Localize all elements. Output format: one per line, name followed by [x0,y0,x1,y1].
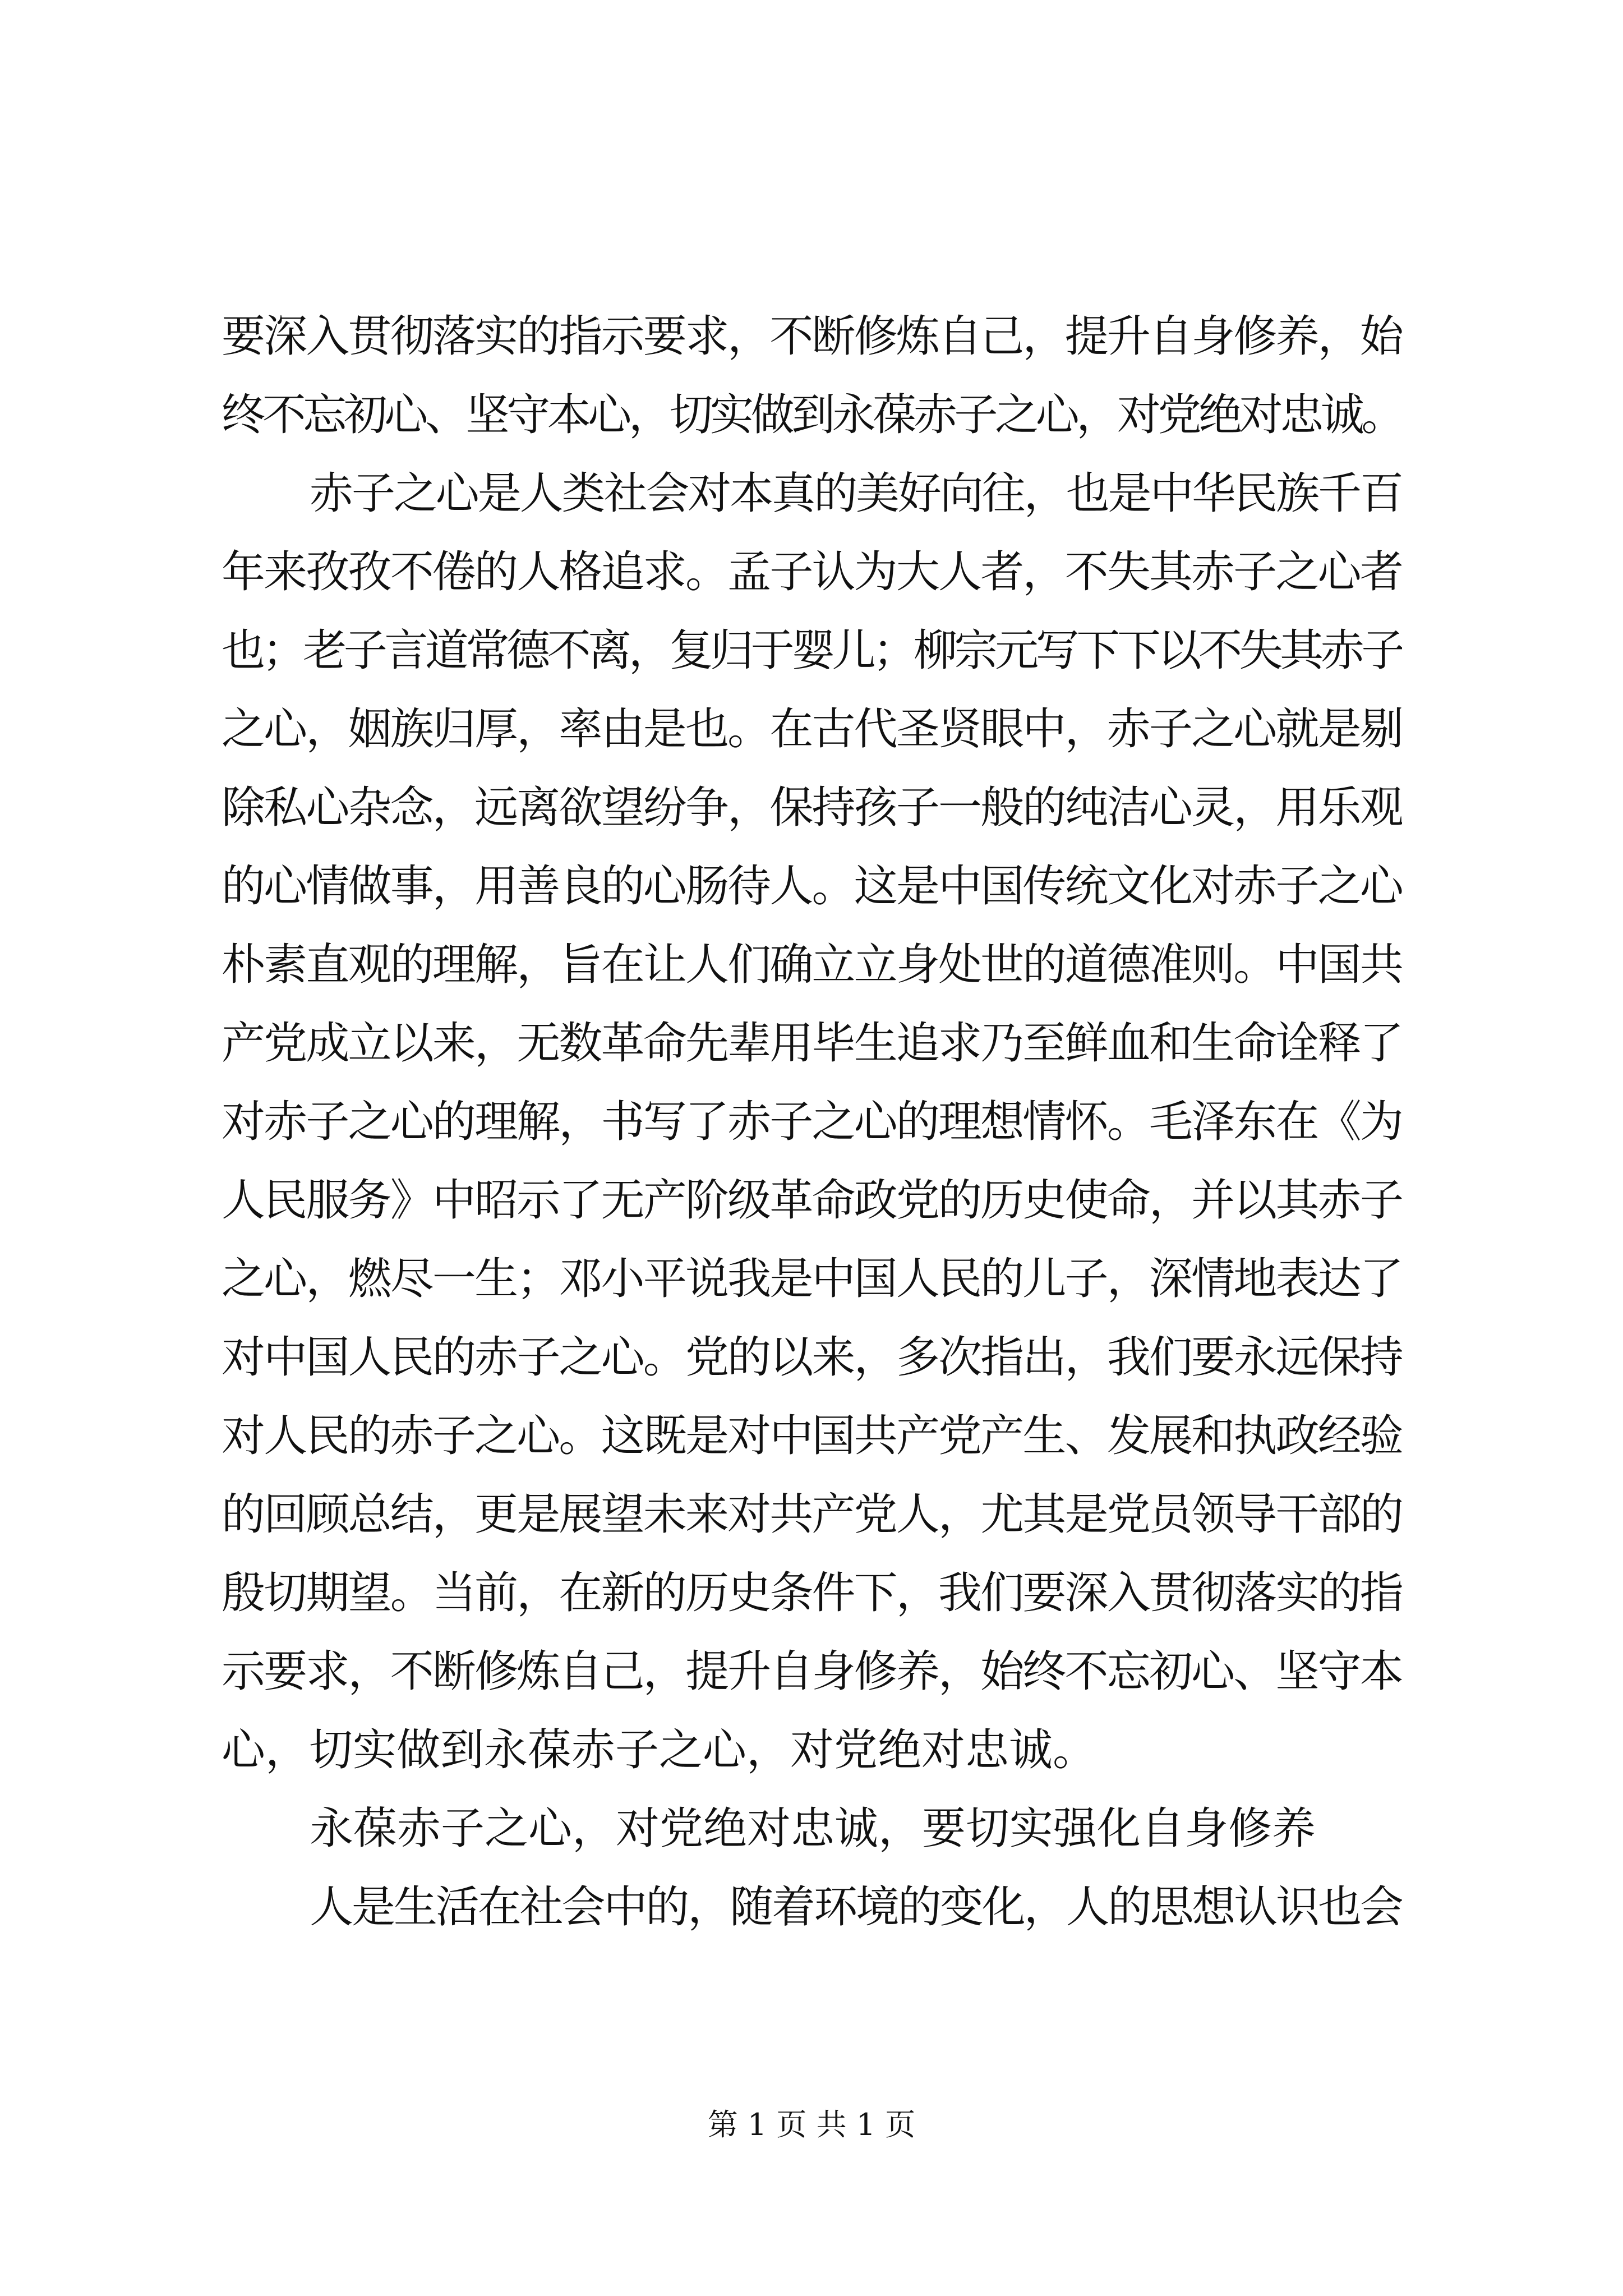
text-line: 心，切实做到永葆赤子之心，对党绝对忠诚。 [222,1725,1097,1775]
text-line: 对赤子之心的理解，书写了赤子之心的理想情怀。毛泽东在《为 [222,1097,1402,1147]
text-line: 的心情做事，用善良的心肠待人。这是中国传统文化对赤子之心 [222,861,1402,912]
text-line: 永葆赤子之心，对党绝对忠诚，要切实强化自身修养 [310,1803,1316,1854]
text-line: 朴素直观的理解，旨在让人们确立立身处世的道德准则。中国共 [222,940,1402,990]
text-line: 产党成立以来，无数革命先辈用毕生追求乃至鲜血和生命诠释了 [222,1018,1402,1069]
text-line: 对人民的赤子之心。这既是对中国共产党产生、发展和执政经验 [222,1411,1402,1461]
text-line: 终不忘初心、坚守本心，切实做到永葆赤子之心，对党绝对忠诚。 [222,390,1402,440]
text-line: 年来孜孜不倦的人格追求。孟子认为大人者，不失其赤子之心者 [222,547,1402,597]
text-line: 要深入贯彻落实的指示要求，不断修炼自己，提升自身修养，始 [222,311,1402,362]
text-line: 人是生活在社会中的，随着环境的变化，人的思想认识也会 [310,1882,1402,1932]
text-line: 的回顾总结，更是展望未来对共产党人，尤其是党员领导干部的 [222,1489,1402,1540]
text-line: 赤子之心是人类社会对本真的美好向往，也是中华民族千百 [310,468,1402,519]
text-line: 对中国人民的赤子之心。党的以来，多次指出，我们要永远保持 [222,1332,1402,1383]
text-line: 除私心杂念，远离欲望纷争，保持孩子一般的纯洁心灵，用乐观 [222,783,1402,833]
text-line: 也；老子言道常德不离，复归于婴儿；柳宗元写下下以不失其赤子 [222,625,1402,676]
text-line: 殷切期望。当前，在新的历史条件下，我们要深入贯彻落实的指 [222,1568,1402,1618]
page-footer: 第 1 页 共 1 页 [707,2107,916,2142]
text-line: 示要求，不断修炼自己，提升自身修养，始终不忘初心、坚守本 [222,1646,1402,1697]
text-line: 人民服务》中昭示了无产阶级革命政党的历史使命，并以其赤子 [222,1175,1402,1226]
text-line: 之心，姻族归厚，率由是也。在古代圣贤眼中，赤子之心就是剔 [222,704,1402,754]
document-body [222,297,1402,1947]
text-line: 之心，燃尽一生；邓小平说我是中国人民的儿子，深情地表达了 [222,1254,1402,1304]
